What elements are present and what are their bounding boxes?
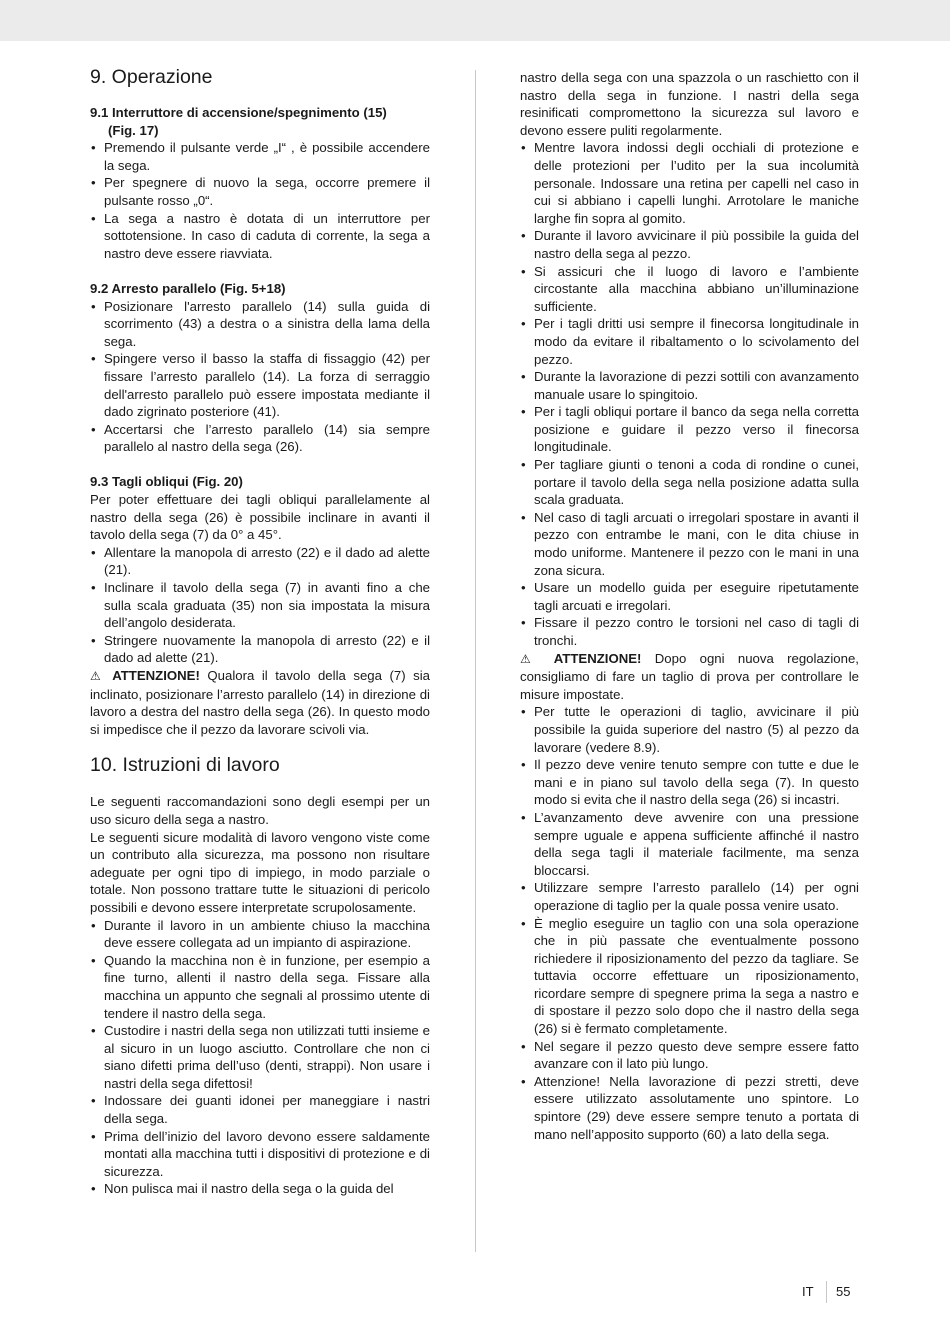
list-item: • Custodire i nastri della sega non utilizzati tutti insieme e al sicuro in un luogo asciutto. Controllare che non ci siano difetti prima dell’uso (denti, strappi). Non usare i nastri della sega difettosi!	[90, 1022, 430, 1092]
section-10-para2: Le seguenti sicure modalità di lavoro vengono viste come un contributo alla sicurezza, ma possono non risultare adeguate per ogni tipo di impiego, in modo parziale o totale. Non possono trattare tutte le situazioni di pericolo possibili e devono essere interpretate scrupolosamente.	[90, 829, 430, 915]
list-item: • Spingere verso il basso la staffa di fissaggio (42) per fissare l’arresto parallelo (14). La forza di serraggio dell'arresto parallelo può essere impostata mediante il dado zigrinato posteriore (41).	[90, 350, 430, 420]
section-9-3-intro: Per poter effettuare dei tagli obliqui parallelamente al nastro della sega (26) è possibile inclinare in avanti il tavolo della sega (7) da 0° a 45°.	[90, 492, 430, 543]
list-item: • È meglio eseguire un taglio con una sola operazione che in più passate che eventualmente possono richiedere il riposizionamento del pezzo da tagliare. Se tuttavia occorre effettuare un riposizionamento, ricordare sempre di spegnere prima la sega a nastro e di spostare il pezzo solo dopo che il nastro della sega (26) si è fermato completamente.	[520, 915, 859, 1038]
list-item: • Accertarsi che l’arresto parallelo (14) sia sempre parallelo al nastro della sega (26).	[90, 421, 430, 456]
list-item: • Nel segare il pezzo questo deve sempre essere fatto avanzare con il lato più lungo.	[520, 1038, 859, 1073]
list-item: • Posizionare l'arresto parallelo (14) sulla guida di scorrimento (43) a destra o a sinistra della lama della sega.	[90, 298, 430, 351]
list-item: • Nel caso di tagli arcuati o irregolari spostare in avanti il pezzo con entrambe le mani, con le dita chiuse in modo uniforme. Mantenere il pezzo con le mani in una zona sicura.	[520, 509, 859, 579]
section-9-3-list	[90, 544, 430, 667]
list-item: • Il pezzo deve venire tenuto sempre con tutte e due le mani e in piano sul tavolo della sega (7). In questo modo si evita che il nastro della sega (26) si incastri.	[520, 756, 859, 809]
section-10-list-left	[90, 917, 430, 1199]
section-9-2-list	[90, 298, 430, 456]
section-10-list-right-b	[520, 703, 859, 1143]
list-item: • Mentre lavora indossi degli occhiali di protezione e delle protezioni per l’udito per la sua incolumità personale. Indossare una retina per capelli nel caso in cui si abbiano i capelli lunghi. Arrotolare le maniche larghe fin sopra al gomito.	[520, 139, 859, 227]
list-item: • Per tutte le operazioni di taglio, avvicinare il più possibile la guida superiore del nastro (5) al pezzo da lavorare (vedere 8.9).	[520, 703, 859, 756]
section-9-title: 9. Operazione	[90, 66, 213, 88]
list-item: • Premendo il pulsante verde „I“ , è possibile accendere la sega.	[90, 139, 430, 174]
page-number: 55	[836, 1284, 851, 1299]
section-9-3-warning	[90, 667, 430, 738]
right-column	[520, 69, 859, 1143]
warning-triangle-icon: ⚠	[520, 651, 541, 666]
section-9-1-title-line1: 9.1 Interruttore di accensione/spegnimento (15)	[90, 105, 387, 120]
warning-text: Qualora il tavolo della sega (7) sia inclinato, posizionare l’arresto parallelo (14) in direzione di lavoro a destra del nastro della sega (26). In questo modo si impedisce che il pezzo da lavorare scivoli via.	[90, 668, 431, 737]
list-item: • Durante il lavoro avvicinare il più possibile la guida del nastro della sega al pezzo.	[520, 227, 859, 262]
section-9-1-title	[90, 104, 430, 139]
column-divider	[475, 70, 476, 1252]
list-item: • Inclinare il tavolo della sega (7) in avanti fino a che sulla scala graduata (35) non sia impostata la misura dell’angolo desiderata.	[90, 579, 430, 632]
section-10-title: 10. Istruzioni di lavoro	[90, 754, 280, 777]
warning-label: ATTENZIONE!	[112, 668, 200, 683]
list-item: • Si assicuri che il luogo di lavoro e l’ambiente circostante alla macchina abbiano un’illuminazione sufficiente.	[520, 263, 859, 316]
section-10-list-right-a	[520, 139, 859, 649]
warning-label: ATTENZIONE!	[553, 650, 642, 666]
list-item: • Per spegnere di nuovo la sega, occorre premere il pulsante rosso „0“.	[90, 174, 430, 209]
section-10-warning	[520, 650, 859, 704]
list-item: • Durante la lavorazione di pezzi sottili con avanzamento manuale usare lo spingitoio.	[520, 368, 859, 403]
list-item: • Utilizzare sempre l’arresto parallelo (14) per ogni operazione di taglio per la quale possa venire usato.	[520, 879, 859, 914]
section-9-2-title: 9.2 Arresto parallelo (Fig. 5+18)	[90, 280, 286, 296]
list-item: • Prima dell’inizio del lavoro devono essere saldamente montati alla macchina tutti i dispositivi di protezione e di sicurezza.	[90, 1128, 430, 1181]
list-item: • Stringere nuovamente la manopola di arresto (22) e il dado ad alette (21).	[90, 632, 430, 667]
list-item: • Usare un modello guida per eseguire ripetutamente tagli arcuati e irregolari.	[520, 579, 859, 614]
list-item: • Attenzione! Nella lavorazione di pezzi stretti, deve essere utilizzato assolutamente uno spintore. Lo spintore (29) deve essere sempre tenuto a portata di mano nell’apposito supporto (60) a lato della sega.	[520, 1073, 859, 1143]
list-item: • Indossare dei guanti idonei per maneggiare i nastri della sega.	[90, 1092, 430, 1127]
list-item: • Per i tagli obliqui portare il banco da sega nella corretta posizione e guidare il pezzo verso il finecorsa longitudinale.	[520, 403, 859, 456]
section-9-1-list	[90, 139, 430, 262]
continuation-text: nastro della sega con una spazzola o un raschietto con il nastro della sega in funzione. I nastri della sega resinificati compromettono la sicurezza sul lavoro e devono essere puliti regolarmente.	[520, 70, 859, 138]
warning-triangle-icon: ⚠	[90, 669, 105, 683]
list-item: • Durante il lavoro in un ambiente chiuso la macchina deve essere collegata ad un impianto di aspirazione.	[90, 917, 430, 952]
footer-language: IT	[802, 1284, 814, 1299]
list-item: • Quando la macchina non è in funzione, per esempio a fine turno, allenti il nastro della sega. Fissare alla macchina un appunto che segnali al prossimo utente di tendere il nastro della sega.	[90, 952, 430, 1022]
section-10-para1: Le seguenti raccomandazioni sono degli esempi per un uso sicuro della sega a nastro.	[90, 794, 430, 827]
list-item: • Per i tagli dritti usi sempre il finecorsa longitudinale in modo da evitare il ribaltamento o lo scivolamento del pezzo.	[520, 315, 859, 368]
list-item: • Non pulisca mai il nastro della sega o la guida del	[90, 1180, 430, 1198]
warning-text: Dopo ogni nuova regolazione, consigliamo di fare un taglio di prova per controllare le misure impostate.	[520, 650, 859, 702]
list-item: • Allentare la manopola di arresto (22) e il dado ad alette (21).	[90, 544, 430, 579]
list-item: • Fissare il pezzo contro le torsioni nel caso di tagli di tronchi.	[520, 614, 859, 649]
list-item: • La sega a nastro è dotata di un interruttore per sottotensione. In caso di caduta di corrente, la sega a nastro deve essere riavviata.	[90, 210, 430, 263]
top-bar	[0, 0, 950, 41]
footer-divider	[826, 1281, 827, 1303]
section-9-3-title: 9.3 Tagli obliqui (Fig. 20)	[90, 474, 243, 490]
left-column	[90, 66, 430, 1198]
list-item: • L’avanzamento deve avvenire con una pressione sempre uguale e appena sufficiente affinché il nastro della sega tagli il materiale facilmente, ma senza bloccarsi.	[520, 809, 859, 879]
section-9-1-title-line2: (Fig. 17)	[108, 122, 159, 138]
list-item: • Per tagliare giunti o tenoni a coda di rondine o cunei, portare il tavolo della sega nella posizione adatta sulla scala graduata.	[520, 456, 859, 509]
